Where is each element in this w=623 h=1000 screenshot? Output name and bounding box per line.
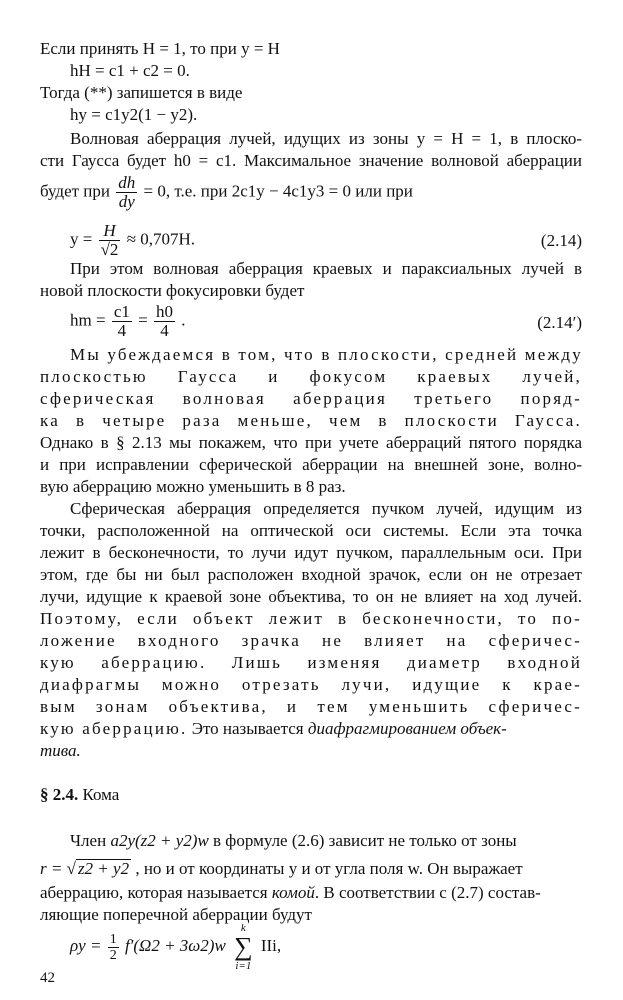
- denominator: dy: [118, 192, 135, 211]
- fraction-c1-4: [112, 303, 132, 340]
- sum-upper: k: [240, 922, 246, 934]
- sum-sign: ∑: [234, 932, 253, 961]
- numerator: c1: [113, 302, 130, 321]
- equation-h-y: hy = c1y2(1 − y2).: [70, 105, 198, 124]
- equation-number: (2.14): [540, 231, 582, 250]
- numerator: h0: [155, 302, 173, 321]
- equation-number: (2.14′): [537, 313, 582, 332]
- sum-lower: i=1: [235, 960, 252, 972]
- text-segment: . В соответствии с (2.7) состав-: [314, 883, 541, 902]
- eq-mid: f′(Ω2 + 3ω2)w: [124, 935, 226, 955]
- text-line: Тогда (**) запишется в виде: [40, 83, 243, 102]
- fraction-dh-dy: [116, 174, 137, 211]
- denominator: √2: [100, 240, 119, 259]
- sqrt-sign: √: [66, 859, 76, 878]
- text-line: Однако в § 2.13 мы покажем, что при учете аберраций пятого порядка: [40, 433, 582, 452]
- eq-end: .: [181, 310, 186, 330]
- text-line: [40, 740, 582, 762]
- section-number: § 2.4.: [40, 785, 79, 804]
- numerator: 1: [109, 931, 117, 947]
- text-segment: будет при: [40, 181, 111, 201]
- fraction-h0-4: [154, 303, 175, 340]
- text-line: Сферическая аберрация определяется пучком лучей, идущим из: [70, 499, 582, 518]
- text-line: вую аберрацию можно уменьшить в 8 раз.: [40, 477, 346, 496]
- text-line: лучи, идущие к краевой зоне объектива, то он не влияет на ход лучей.: [40, 587, 582, 606]
- eq-lhs: y =: [70, 229, 93, 249]
- text-segment: Член: [70, 831, 107, 850]
- fraction-half: [108, 932, 119, 963]
- fraction-H-sqrt2: [99, 222, 121, 259]
- italic-term: комой: [271, 883, 315, 902]
- text-line: вым зонам объектива, и тем уменьшить сферичес-: [40, 697, 582, 716]
- text-line: лежит в бесконечности, то лучи идут пучком, параллельным оси. При: [40, 543, 582, 562]
- page-number: 42: [40, 970, 55, 986]
- eq-rhs: ≈ 0,707H.: [126, 229, 196, 249]
- numerator: H: [103, 221, 116, 240]
- text-line: ка в четыре раза меньше, чем в плоскости Гаусса.: [40, 411, 582, 430]
- text-line: Поэтому, если объект лежит в бесконечности, то по-: [40, 609, 582, 628]
- summation: [234, 922, 253, 972]
- italic-term: тива.: [40, 741, 81, 760]
- text-line: сти Гаусса будет h0 = c1. Максимальное значение волновой аберрации: [40, 151, 582, 170]
- italic-term: диафрагмированием объек-: [307, 719, 507, 738]
- text-line: При этом волновая аберрация краевых и параксиальных лучей в: [70, 259, 582, 278]
- text-line: кую аберрацию. Лишь изменяя диаметр входной: [40, 653, 582, 672]
- text-line: [40, 718, 582, 740]
- text-line: Если принять H = 1, то при y = H: [40, 39, 280, 58]
- text-line: ложение входного зрачка не влияет на сферичес-: [40, 631, 582, 650]
- equation-rho: [70, 922, 281, 972]
- derivative-line: [40, 174, 413, 211]
- text-line: плоскостью Гаусса и фокусом краевых лучей,: [40, 367, 582, 386]
- text-line: [70, 830, 582, 852]
- eq-end: IIi,: [260, 935, 282, 955]
- text-line: Мы убеждаемся в том, что в плоскости, средней между: [70, 345, 583, 364]
- equation-2-14-prime: [70, 303, 185, 340]
- text-segment: Это называется: [191, 719, 304, 738]
- section-title: Кома: [82, 785, 120, 804]
- denominator: 4: [160, 321, 169, 340]
- text-segment: , но и от координаты y и от угла поля w. Он выражает: [135, 859, 523, 878]
- equation-h-H: hH = c1 + c2 = 0.: [70, 61, 190, 80]
- eq-lhs: ρy =: [70, 935, 102, 955]
- text-line: диафрагмы можно отрезать лучи, идущие к крае-: [40, 675, 582, 694]
- eq-lhs: hm =: [70, 310, 106, 330]
- text-line: [40, 882, 582, 904]
- denominator: 4: [117, 321, 127, 340]
- text-line: сферическая волновая аберрация третьего поряд-: [40, 389, 582, 408]
- text-segment: аберрацию, которая называется: [40, 883, 268, 902]
- numerator: dh: [118, 173, 136, 192]
- denominator: 2: [109, 947, 117, 963]
- text-line: и при исправлении сферической аберрации на внешней зоне, волно-: [40, 455, 582, 474]
- section-heading: [40, 784, 119, 806]
- text-line: точки, расположенной на оптической оси системы. Если эта точка: [40, 521, 582, 540]
- radius-lhs: r =: [40, 859, 63, 878]
- radius-root: z2 + y2: [77, 859, 130, 878]
- text-segment: = 0, т.е. при 2c1y − 4c1y3 = 0 или при: [143, 181, 413, 201]
- coma-term: a2y(z2 + y2)w: [110, 831, 209, 850]
- equation-2-14: [70, 222, 195, 259]
- text-segment: в формуле (2.6) зависит не только от зоны: [213, 831, 517, 850]
- text-line: Волновая аберрация лучей, идущих из зоны y = H = 1, в плоско-: [70, 129, 582, 148]
- text-line: [40, 858, 582, 880]
- text-line: этом, где бы ни был расположен входной зрачок, если он не отрезает: [40, 565, 582, 584]
- eq-mid: =: [138, 310, 148, 330]
- text-line: новой плоскости фокусировки будет: [40, 281, 305, 300]
- text-segment: кую аберрацию.: [40, 719, 188, 738]
- text-line: ляющие поперечной аберрации будут: [40, 905, 312, 924]
